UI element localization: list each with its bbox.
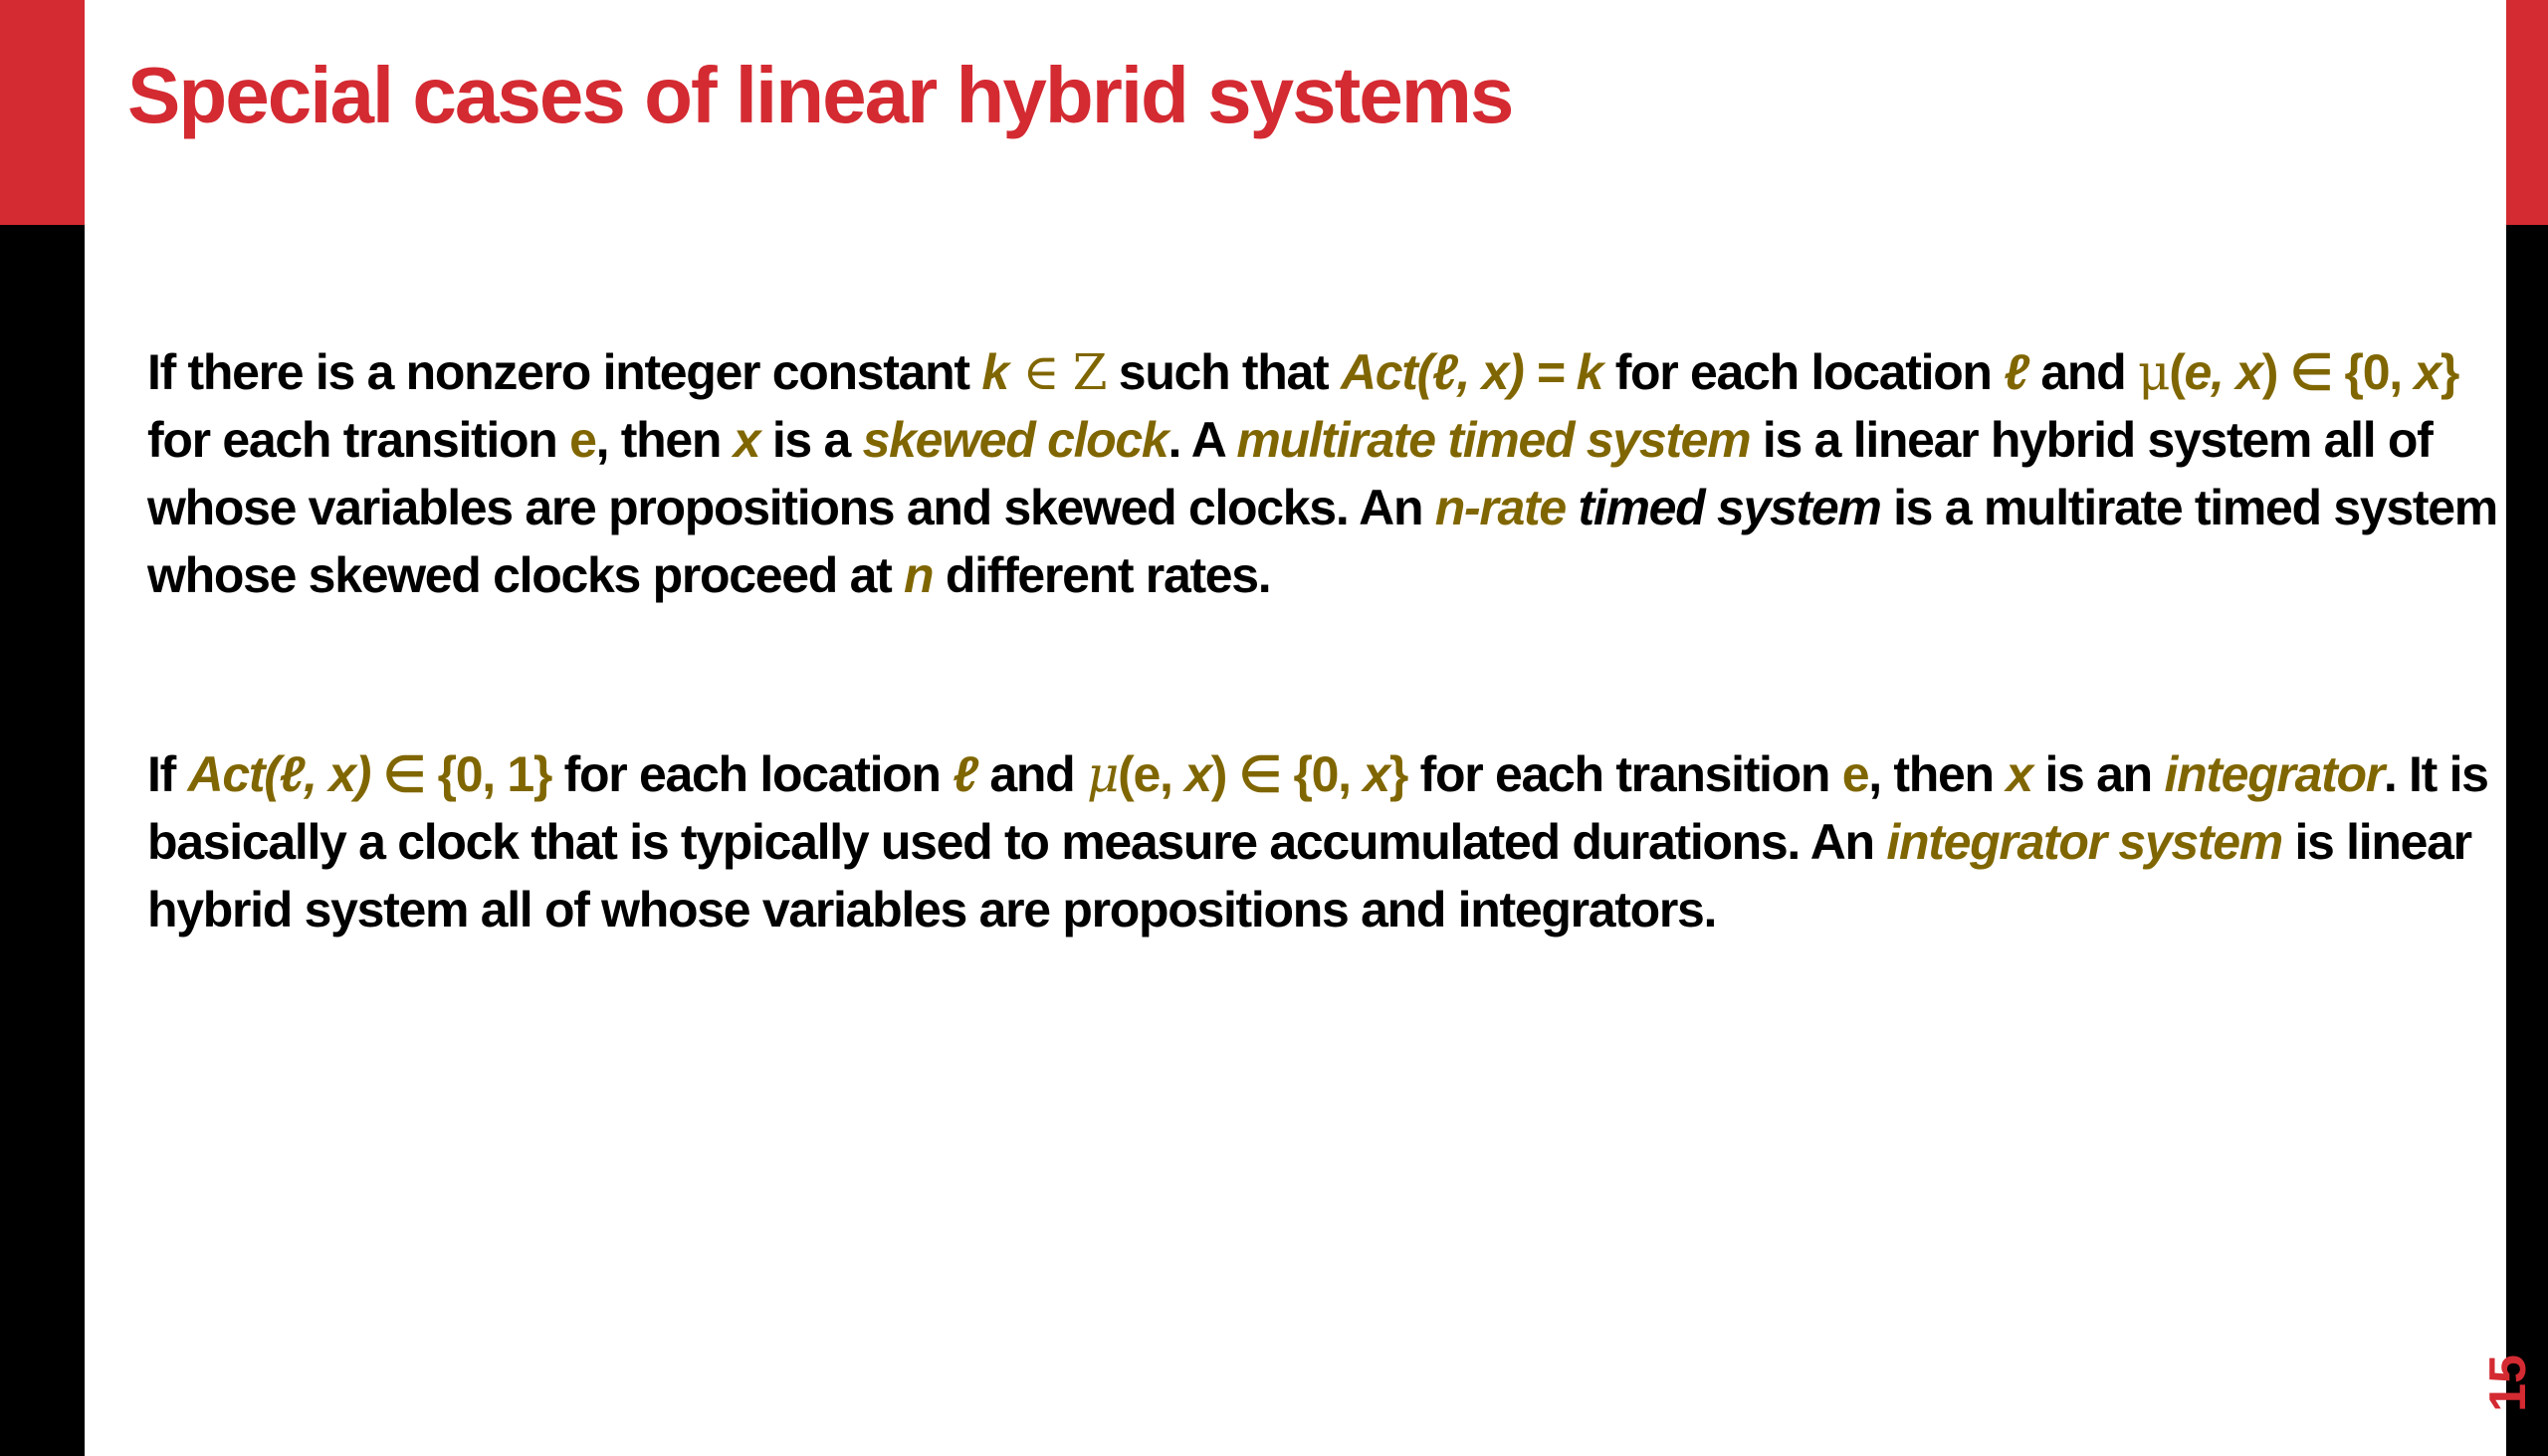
math-x: x bbox=[1363, 746, 1389, 802]
math-element-of: ∈ bbox=[1007, 343, 1073, 401]
math-x: x bbox=[2414, 344, 2441, 400]
paragraph-skewed-clock bbox=[147, 338, 2511, 609]
term-n-rate: n-rate bbox=[1434, 480, 1566, 535]
text-run: is a multirate timed system whose skewed clocks proceed at bbox=[147, 480, 2497, 603]
term-timed-system: timed system bbox=[1578, 480, 1881, 535]
math-act: Act(ℓ, x) bbox=[187, 746, 371, 802]
text-run: , then bbox=[1868, 746, 2007, 802]
text-run: is an bbox=[2031, 746, 2165, 802]
math-set-0-1: ∈ {0, 1} bbox=[370, 746, 552, 802]
text-run: different rates. bbox=[933, 547, 1271, 603]
math-x: x bbox=[733, 412, 760, 468]
math-x: x bbox=[2006, 746, 2032, 802]
text-run: for each transition bbox=[1407, 746, 1842, 802]
text-run: is a bbox=[759, 412, 863, 468]
math-integers: Z bbox=[1072, 343, 1107, 401]
term-integrator: integrator bbox=[2164, 746, 2384, 802]
math-paren-e: (e, bbox=[1118, 746, 1185, 802]
term-skewed-clock: skewed clock bbox=[862, 412, 1168, 468]
text-run: such that bbox=[1106, 344, 1341, 400]
math-set-open: ) ∈ {0, bbox=[1210, 746, 1364, 802]
math-e-x: e, x bbox=[2184, 344, 2262, 400]
text-run: and bbox=[976, 746, 1087, 802]
text-run: for each location bbox=[551, 746, 954, 802]
right-accent-block bbox=[2506, 0, 2548, 225]
text-run: . It is basically a clock that is typically used to measure accumulated durations. An bbox=[147, 746, 2488, 870]
text-run: is a linear hybrid system all of whose variables are propositions and skewed clocks. An bbox=[147, 412, 2433, 535]
text-run: If bbox=[147, 746, 188, 802]
math-set-close: } bbox=[1388, 746, 1408, 802]
term-integrator-system: integrator system bbox=[1886, 814, 2282, 870]
math-location: ℓ bbox=[2004, 344, 2028, 400]
slide-title: Special cases of linear hybrid systems bbox=[127, 51, 1513, 139]
math-set-close: } bbox=[2440, 344, 2459, 400]
math-k: k bbox=[981, 344, 1008, 400]
math-e: e bbox=[1841, 746, 1869, 802]
text-run: is linear hybrid system all of whose variables are propositions and integrators. bbox=[147, 814, 2471, 937]
text-run bbox=[1566, 480, 1579, 535]
math-n: n bbox=[904, 547, 934, 603]
text-run: for each location bbox=[1602, 344, 2005, 400]
text-run: , then bbox=[595, 412, 734, 468]
text-run: If there is a nonzero integer constant bbox=[147, 344, 982, 400]
math-x: x bbox=[1184, 746, 1211, 802]
math-set-open: ) ∈ {0, bbox=[2261, 344, 2415, 400]
page-number: 15 bbox=[2479, 1354, 2537, 1412]
math-paren: ( bbox=[2169, 344, 2185, 400]
math-e: e bbox=[569, 412, 596, 468]
text-run: for each transition bbox=[147, 412, 570, 468]
text-run: and bbox=[2027, 344, 2138, 400]
math-mu: μ bbox=[1086, 745, 1119, 803]
text-run: . A bbox=[1168, 412, 1237, 468]
paragraph-integrator bbox=[147, 740, 2511, 943]
term-multirate-timed-system: multirate timed system bbox=[1236, 412, 1751, 468]
left-accent-block bbox=[0, 0, 85, 225]
slide-content bbox=[85, 0, 2537, 1456]
math-mu: μ bbox=[2137, 343, 2170, 401]
math-location: ℓ bbox=[953, 746, 977, 802]
math-act-equals-k: Act(ℓ, x) = k bbox=[1340, 344, 1603, 400]
